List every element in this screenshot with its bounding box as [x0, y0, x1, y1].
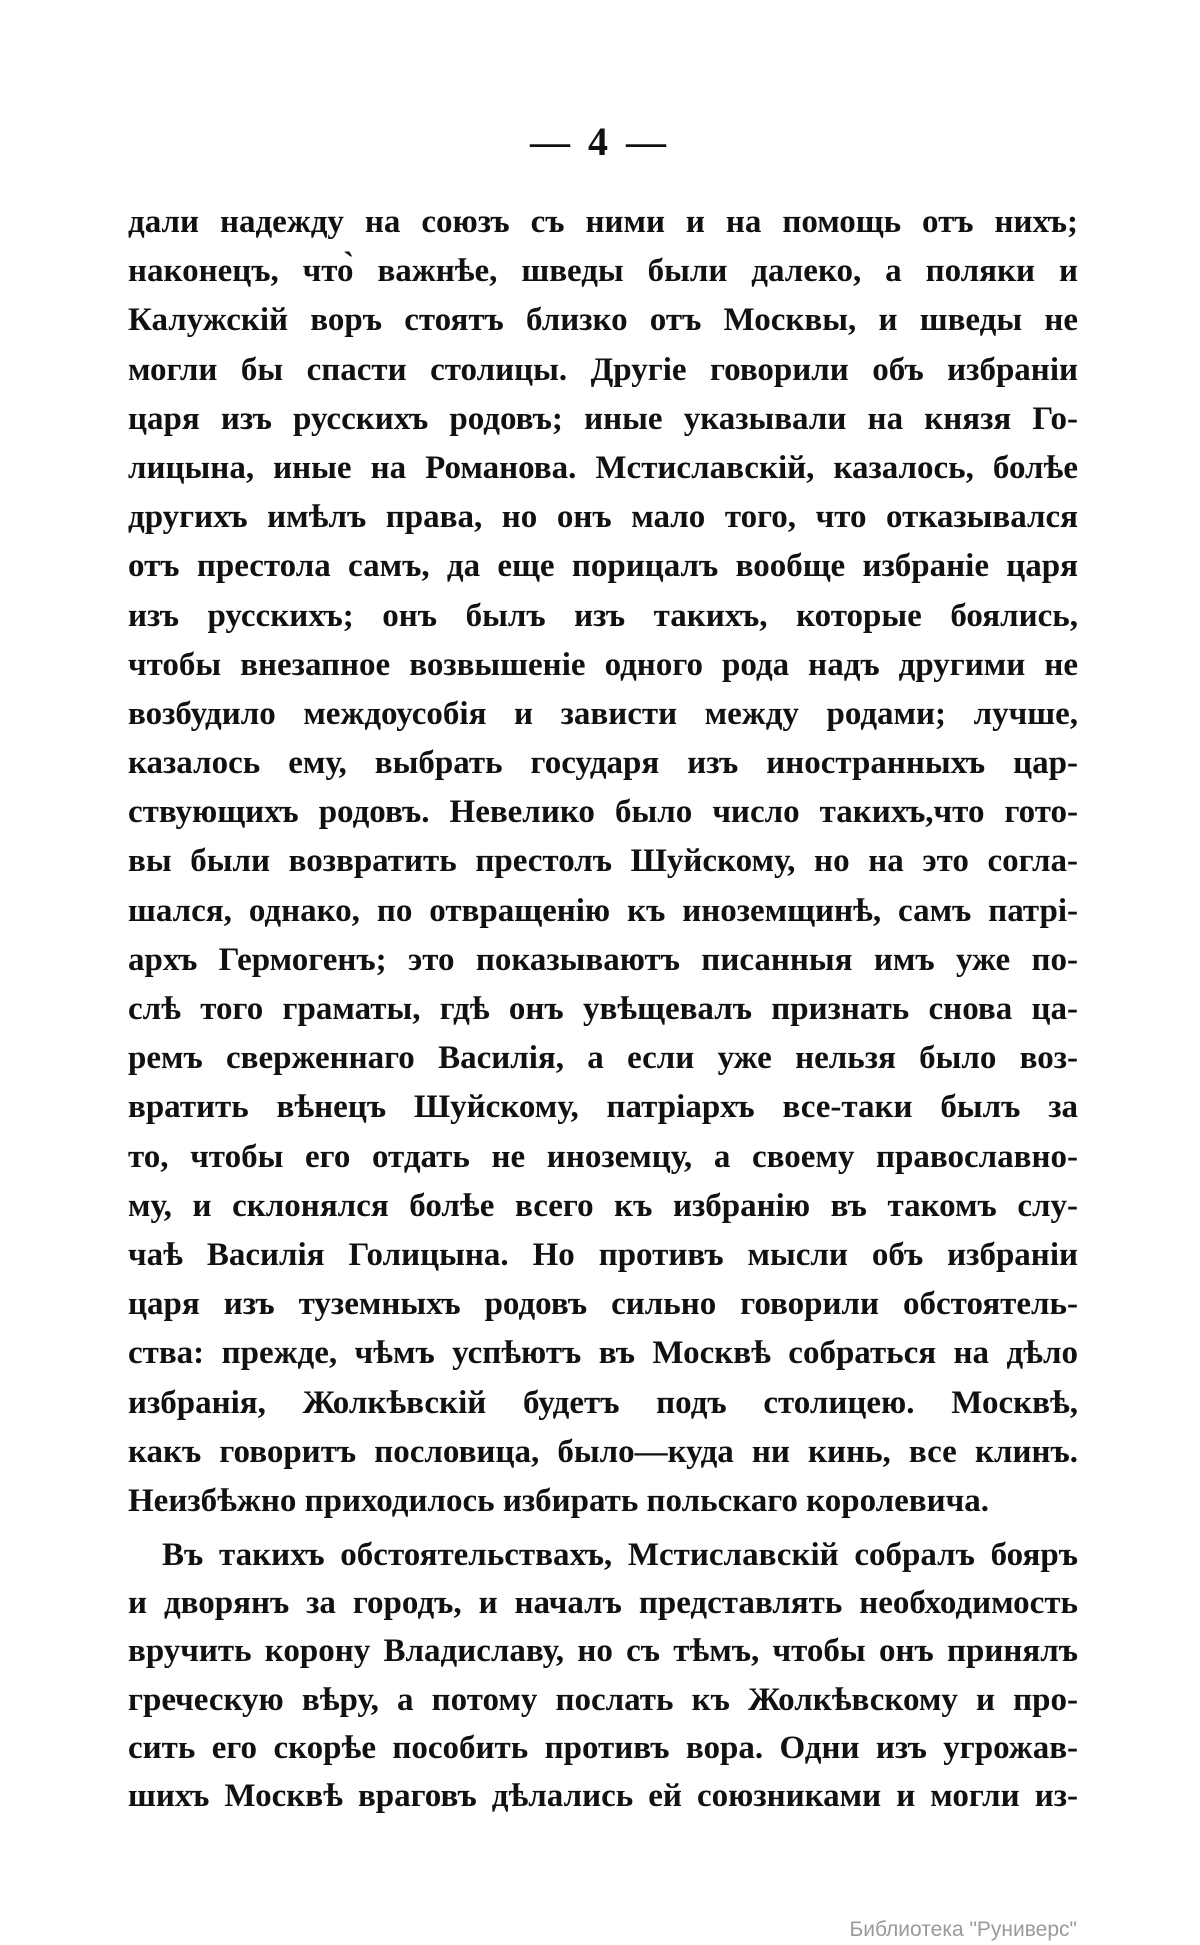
text-line: вы были возвратить престолъ Шуйскому, но на это согла- [128, 843, 1078, 880]
text-line: шался, однако, по отвращенію къ иноземщинѣ, самъ патрі- [128, 892, 1078, 929]
text-line: другихъ имѣлъ права, но онъ мало того, что отказывался [128, 499, 1078, 536]
text-line: избранія, Жолкѣвскій будетъ подъ столицею. Москвѣ, [128, 1384, 1078, 1421]
page-number: — 4 — [530, 119, 670, 164]
text-line: Въ такихъ обстоятельствахъ, Мстиславскій собралъ бояръ [162, 1537, 1078, 1573]
text-line: вручить корону Владиславу, но съ тѣмъ, чтобы онъ принялъ [128, 1633, 1078, 1670]
text-line: Неизбѣжно приходилось избирать польскаго королевича. [128, 1482, 989, 1519]
text-line: какъ говоритъ пословица, было—куда ни кинь, все клинъ. [128, 1433, 1078, 1470]
text-line: чтобы внезапное возвышеніе одного рода надъ другими не [128, 646, 1078, 683]
text-line: слѣ того граматы, гдѣ онъ увѣщевалъ признать снова ца- [128, 991, 1078, 1027]
text-line: могли бы спасти столицы. Другіе говорили объ избраніи [128, 351, 1078, 388]
text-line: изъ русскихъ; онъ былъ изъ такихъ, которые боялись, [128, 597, 1078, 634]
text-line: то, чтобы его отдать не иноземцу, а своему православно- [128, 1138, 1078, 1175]
text-line: царя изъ русскихъ родовъ; иные указывали на князя Го- [128, 400, 1078, 437]
text-line: ства: прежде, чѣмъ успѣютъ въ Москвѣ собраться на дѣло [128, 1335, 1078, 1372]
text-line: чаѣ Василія Голицына. Но противъ мысли объ избраніи [128, 1236, 1078, 1273]
text-line: казалось ему, выбрать государя изъ иностранныхъ цар- [128, 745, 1078, 782]
text-line: сить его скорѣе пособить противъ вора. Одни изъ угрожав- [128, 1729, 1078, 1766]
text-line: царя изъ туземныхъ родовъ сильно говорили обстоятель- [128, 1286, 1078, 1323]
library-watermark: Библиотека "Руниверс" [849, 1918, 1077, 1941]
text-line: наконецъ, что̀ важнѣе, шведы были далеко, а поляки и [128, 253, 1078, 290]
text-line: возбудило междоусобія и зависти между родами; лучше, [128, 695, 1078, 732]
text-line: вратить вѣнецъ Шуйскому, патріархъ все-таки былъ за [128, 1089, 1078, 1126]
text-line: шихъ Москвѣ враговъ дѣлались ей союзниками и могли из- [128, 1777, 1078, 1814]
text-line: ствующихъ родовъ. Невелико было число такихъ,что гото- [128, 794, 1078, 831]
text-line: отъ престола самъ, да еще порицалъ вообще избраніе царя [128, 548, 1078, 585]
text-line: му, и склонялся болѣе всего къ избранію въ такомъ слу- [128, 1187, 1078, 1224]
paragraph-1 [128, 198, 1078, 1526]
text-line: Калужскій воръ стоятъ близко отъ Москвы, и шведы не [128, 302, 1078, 339]
text-line: греческую вѣру, а потому послать къ Жолкѣвскому и про- [128, 1681, 1078, 1718]
text-line: лицына, иные на Романова. Мстиславскій, казалось, болѣе [128, 449, 1078, 486]
paragraph-2 [128, 1531, 1078, 1820]
text-line: ремъ сверженнаго Василія, а если уже нельзя было воз- [128, 1040, 1078, 1077]
text-line: дали надежду на союзъ съ ними и на помощь отъ нихъ; [128, 204, 1078, 240]
text-line: архъ Гермогенъ; это показываютъ писанныя имъ уже по- [128, 941, 1078, 978]
text-line: и дворянъ за городъ, и началъ представлять необходимость [128, 1585, 1078, 1622]
